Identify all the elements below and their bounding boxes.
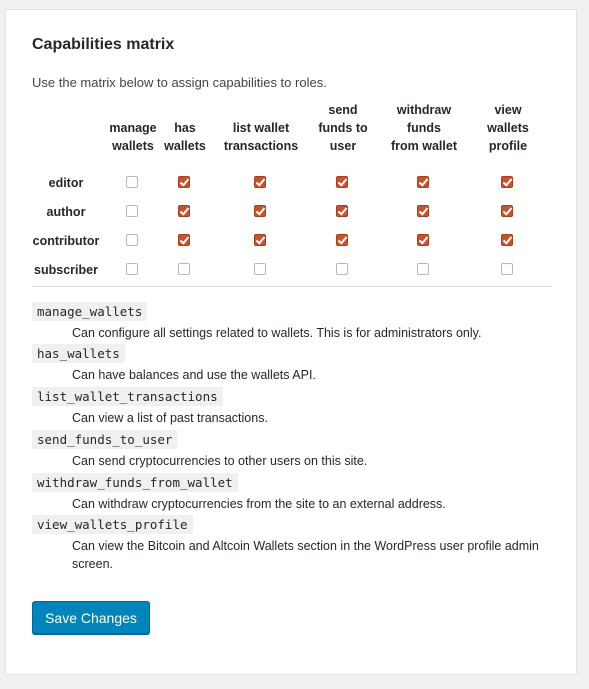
column-header: list wallet transactions xyxy=(223,121,299,153)
column-header: has wallets xyxy=(164,121,206,153)
checkbox-author-3[interactable] xyxy=(336,205,348,217)
checkbox-author-5[interactable] xyxy=(501,205,513,217)
checkbox-subscriber-5[interactable] xyxy=(501,263,513,275)
capability-description: Can configure all settings related to wallets. This is for administrators only. xyxy=(72,326,482,340)
section-intro: Use the matrix below to assign capabilities to roles. xyxy=(32,75,327,90)
column-header: send funds to user xyxy=(318,103,368,153)
checkbox-contributor-4[interactable] xyxy=(417,234,429,246)
capability-item xyxy=(32,515,554,573)
capability-code: has_wallets xyxy=(32,344,125,363)
checkbox-contributor-3[interactable] xyxy=(336,234,348,246)
role-label-contributor: contributor xyxy=(32,234,100,248)
role-label-editor: editor xyxy=(48,176,84,190)
checkbox-subscriber-4[interactable] xyxy=(417,263,429,275)
divider xyxy=(32,286,552,287)
capability-code: list_wallet_transactions xyxy=(32,387,223,406)
column-header: withdraw funds from wallet xyxy=(391,103,457,153)
capability-description: Can send cryptocurrencies to other users on this site. xyxy=(72,454,368,468)
section-title: Capabilities matrix xyxy=(32,36,175,53)
role-label-subscriber: subscriber xyxy=(34,263,98,277)
capability-code: view_wallets_profile xyxy=(32,515,193,534)
role-label-author: author xyxy=(46,205,86,219)
capability-item xyxy=(32,473,554,513)
checkbox-editor-5[interactable] xyxy=(501,176,513,188)
capability-item xyxy=(32,430,554,470)
checkbox-author-1[interactable] xyxy=(178,205,190,217)
checkbox-subscriber-3[interactable] xyxy=(336,263,348,275)
capability-code: manage_wallets xyxy=(32,302,147,321)
checkbox-contributor-5[interactable] xyxy=(501,234,513,246)
checkbox-editor-0[interactable] xyxy=(126,176,138,188)
capability-code: send_funds_to_user xyxy=(32,430,177,449)
checkbox-contributor-2[interactable] xyxy=(254,234,266,246)
capability-item xyxy=(32,387,554,427)
checkbox-contributor-0[interactable] xyxy=(126,234,138,246)
checkbox-editor-2[interactable] xyxy=(254,176,266,188)
checkbox-editor-3[interactable] xyxy=(336,176,348,188)
capability-description: Can view a list of past transactions. xyxy=(72,411,268,425)
checkbox-contributor-1[interactable] xyxy=(178,234,190,246)
capability-description: Can have balances and use the wallets API. xyxy=(72,368,316,382)
checkbox-subscriber-2[interactable] xyxy=(254,263,266,275)
capability-item xyxy=(32,302,554,342)
settings-panel xyxy=(5,9,577,675)
checkbox-author-2[interactable] xyxy=(254,205,266,217)
capability-description: Can view the Bitcoin and Altcoin Wallets section in the WordPress user profile admin screen. xyxy=(72,539,539,571)
checkbox-subscriber-1[interactable] xyxy=(178,263,190,275)
checkbox-author-0[interactable] xyxy=(126,205,138,217)
checkbox-editor-1[interactable] xyxy=(178,176,190,188)
column-header: manage wallets xyxy=(109,121,157,153)
capability-description: Can withdraw cryptocurrencies from the site to an external address. xyxy=(72,497,446,511)
checkbox-editor-4[interactable] xyxy=(417,176,429,188)
column-header: view wallets profile xyxy=(487,103,529,153)
capability-code: withdraw_funds_from_wallet xyxy=(32,473,238,492)
save-changes-button[interactable]: Save Changes xyxy=(32,601,150,634)
checkbox-author-4[interactable] xyxy=(417,205,429,217)
capability-item xyxy=(32,344,554,384)
checkbox-subscriber-0[interactable] xyxy=(126,263,138,275)
